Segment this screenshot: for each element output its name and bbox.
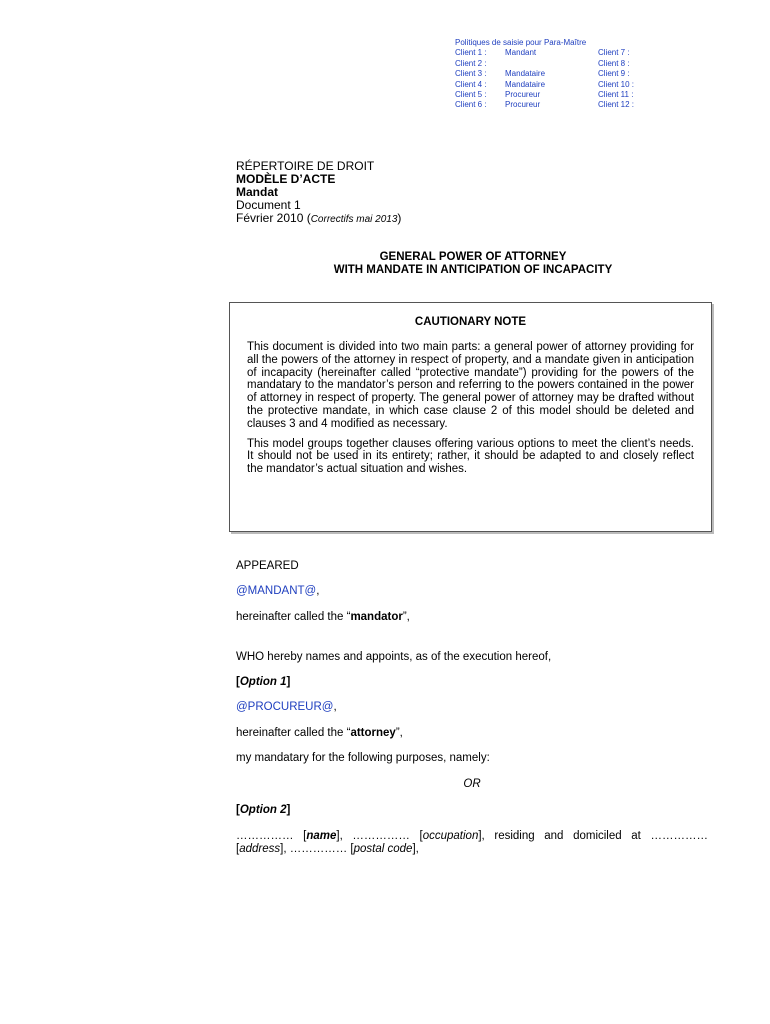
policy-client: Client 5 : [455, 90, 487, 100]
policy-client-right: Client 9 : [598, 69, 630, 79]
bracket-close: ] [286, 676, 291, 688]
policy-client-right: Client 10 : [598, 79, 635, 89]
policy-client: Client 4 : [455, 79, 487, 89]
cautionary-paragraph-2: This model groups together clauses offering various options to meet the client’s needs. It should not be used in its entirety; rather, it should be adapted to and closely reflect the mandator’s actual situation and wishes. [247, 437, 694, 476]
postal-code-blank: …………… [289, 842, 348, 855]
policy-client: Client 3 : [455, 69, 487, 79]
policy-table [455, 38, 658, 111]
mandator-pre: hereinafter called the “ [236, 611, 351, 623]
repertoire-label: RÉPERTOIRE DE DROIT [236, 159, 375, 173]
policy-client: Client 1 : [455, 48, 487, 58]
mandant-comma: , [316, 585, 320, 597]
appeared-heading: APPEARED [236, 560, 299, 572]
attorney-pre: hereinafter called the “ [236, 727, 351, 739]
policy-role: Mandataire [505, 79, 546, 89]
policy-client-right: Client 8 : [598, 58, 630, 68]
mandatary-line: my mandatary for the following purposes, namely: [236, 752, 490, 764]
procureur-line [236, 701, 708, 714]
policy-role: Procureur [505, 90, 541, 100]
names-appoints-line: WHO hereby names and appoints, as of the execution hereof, [236, 651, 552, 663]
option-1-label [236, 676, 708, 689]
policy-client-right: Client 11 : [598, 90, 634, 100]
policy-role: Mandant [505, 48, 537, 58]
address-placeholder: address [239, 842, 281, 855]
option-1-text: Option 1 [239, 676, 287, 688]
procureur-comma: , [333, 701, 337, 713]
mandant-field[interactable]: @MANDANT@ [236, 585, 317, 597]
occupation-placeholder: occupation [422, 830, 479, 842]
policy-client-right: Client 7 : [598, 48, 630, 58]
bracket-open: [ [236, 804, 240, 816]
policy-role: Mandataire [505, 69, 546, 79]
policy-client: Client 2 : [455, 58, 487, 68]
or-separator: OR [463, 778, 481, 790]
cautionary-paragraph-1: This document is divided into two main parts: a general power of attorney providing for all the powers of the attorney in respect of property, and a mandate given in anticipation of incapacity (hereinafter called “protective mandate”) providing for the powers of the mandatary to the mandator’s person and referring to the powers contained in the power of attorney in respect of property. The general power of attorney may be drafted without the protective mandate, in which case clause 2 of this model should be deleted and clauses 3 and 4 modified as necessary. [247, 341, 694, 430]
policy-role: Procureur [505, 100, 541, 110]
policy-title: Politiques de saisie pour Para-Maître [455, 38, 587, 47]
policy-row [455, 90, 658, 100]
correctifs-text: Correctifs mai 2013 [310, 214, 398, 225]
name-blank: …………… [236, 830, 294, 842]
attorney-post: ”, [395, 727, 403, 739]
policy-row [455, 48, 658, 58]
policy-role [505, 59, 598, 69]
modele-label: MODÈLE D’ACTE [236, 172, 336, 186]
cautionary-note-box [229, 302, 712, 532]
policy-row [455, 100, 658, 110]
mandator-post: ”, [402, 611, 410, 623]
bracket-close: ] [286, 804, 291, 816]
option-2-text: Option 2 [239, 804, 287, 816]
document-header [236, 160, 401, 226]
policy-row [455, 69, 658, 79]
policy-client-right: Client 12 : [598, 100, 635, 110]
mandat-label: Mandat [236, 185, 278, 199]
name-placeholder: name [306, 830, 337, 842]
occupation-blank: …………… [352, 830, 410, 842]
document-title [236, 251, 710, 277]
policy-row [455, 80, 658, 90]
attorney-line [236, 727, 708, 740]
attorney-word: attorney [350, 727, 396, 739]
address-blank: …………… [650, 830, 708, 842]
cautionary-note-title: CAUTIONARY NOTE [414, 316, 527, 328]
document-date [236, 212, 401, 226]
title-line-2: WITH MANDATE IN ANTICIPATION OF INCAPACITY [333, 264, 613, 276]
policy-client: Client 6 : [455, 100, 487, 110]
date-close: ) [397, 211, 402, 225]
title-line-1: GENERAL POWER OF ATTORNEY [379, 251, 567, 263]
option-2-label [236, 804, 708, 817]
bracket-open: [ [236, 676, 240, 688]
date-text: Février 2010 ( [236, 211, 311, 225]
mandator-word: mandator [350, 611, 403, 623]
procureur-field[interactable]: @PROCUREUR@ [236, 701, 334, 713]
document-number: Document 1 [236, 198, 301, 212]
option-2-paragraph: …………… [name], …………… [occupation], residing and domiciled at …………… [address], …………… [postal code], [236, 830, 708, 855]
mandant-line [236, 585, 708, 598]
residing-text: ], residing and domiciled at [478, 830, 641, 842]
policy-row [455, 59, 658, 69]
postal-code-placeholder: postal code [353, 842, 413, 855]
mandator-line [236, 611, 708, 624]
